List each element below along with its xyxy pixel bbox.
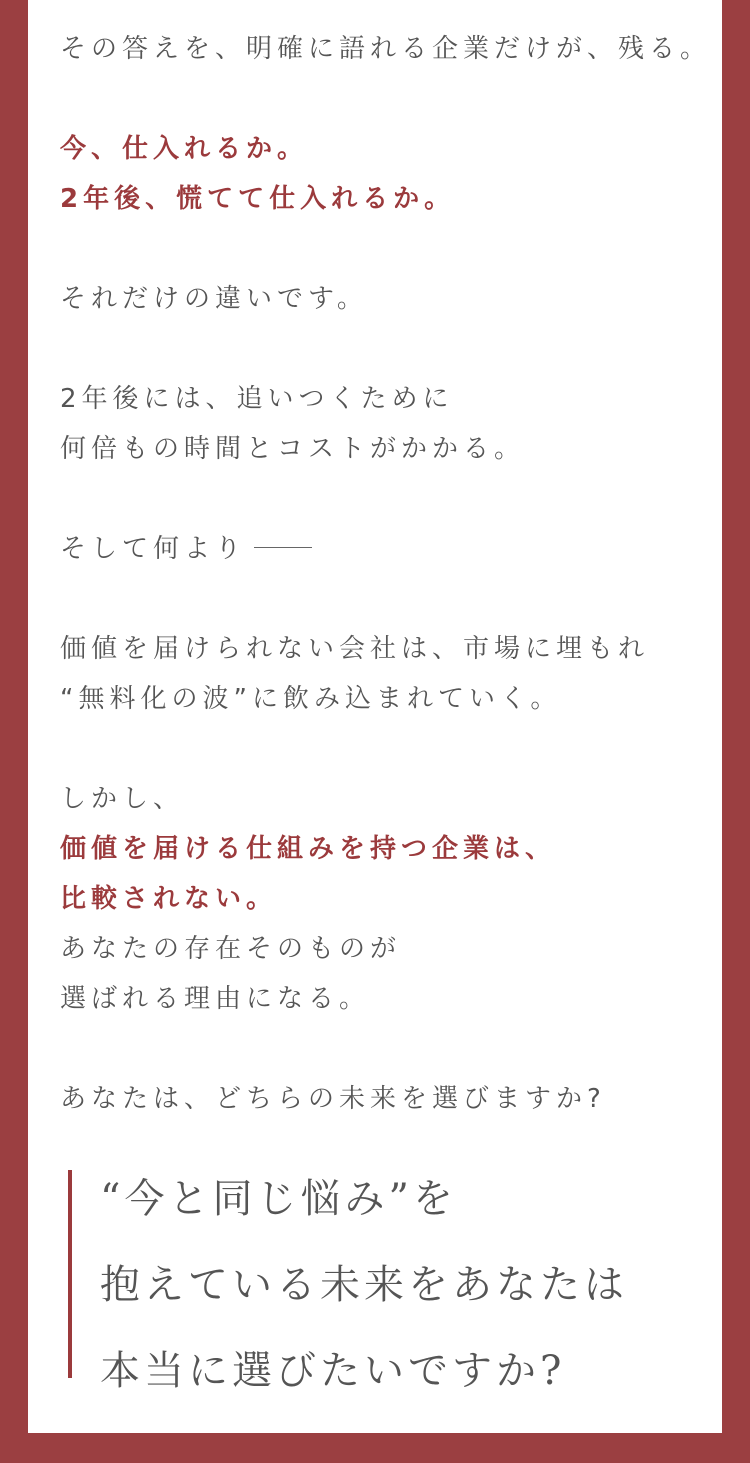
paragraph-7-line-4: あなたの存在そのものが bbox=[60, 934, 402, 964]
paragraph-6-line-1: 価値を届けられない会社は、市場に埋もれ bbox=[60, 634, 650, 664]
spacer bbox=[60, 74, 702, 124]
body-text bbox=[60, 24, 712, 1124]
spacer bbox=[60, 224, 702, 274]
paragraph-5 bbox=[60, 524, 702, 574]
closing-question: あなたは、どちらの未来を選びますか? bbox=[60, 1084, 606, 1114]
highlight-line: 今、仕入れるか。 bbox=[60, 134, 309, 164]
paragraph-5-text: そして何より bbox=[60, 534, 247, 564]
paragraph-7-line-5: 選ばれる理由になる。 bbox=[60, 984, 371, 1014]
spacer bbox=[60, 474, 702, 524]
quote-text bbox=[100, 1156, 628, 1414]
highlight-line: 2年後、慌てて仕入れるか。 bbox=[60, 184, 456, 214]
highlight-line: 価値を届ける仕組みを持つ企業は、 bbox=[60, 834, 557, 864]
content-card bbox=[28, 0, 722, 1433]
paragraph-4-line-2: 何倍もの時間とコストがかかる。 bbox=[60, 434, 526, 464]
quote-line-1: “今と同じ悩み”を bbox=[100, 1176, 457, 1222]
highlight-line: 比較されない。 bbox=[60, 884, 278, 914]
paragraph-4-line-1: 2年後には、追いつくために bbox=[60, 384, 454, 414]
spacer bbox=[60, 1024, 702, 1074]
paragraph-7-line-1: しかし、 bbox=[60, 784, 185, 814]
spacer bbox=[60, 574, 702, 624]
pull-quote bbox=[68, 1168, 688, 1394]
quote-accent-bar bbox=[68, 1170, 72, 1378]
paragraph-3: それだけの違いです。 bbox=[60, 284, 368, 314]
spacer bbox=[60, 724, 702, 774]
spacer bbox=[60, 324, 702, 374]
quote-line-2: 抱えている未来をあなたは bbox=[100, 1262, 628, 1308]
paragraph-1: その答えを、明確に語れる企業だけが、残る。 bbox=[60, 34, 712, 64]
paragraph-6-line-2: “無料化の波”に飲み込まれていく。 bbox=[60, 684, 562, 714]
dash-divider bbox=[254, 547, 312, 548]
quote-line-3: 本当に選びたいですか? bbox=[100, 1348, 566, 1394]
